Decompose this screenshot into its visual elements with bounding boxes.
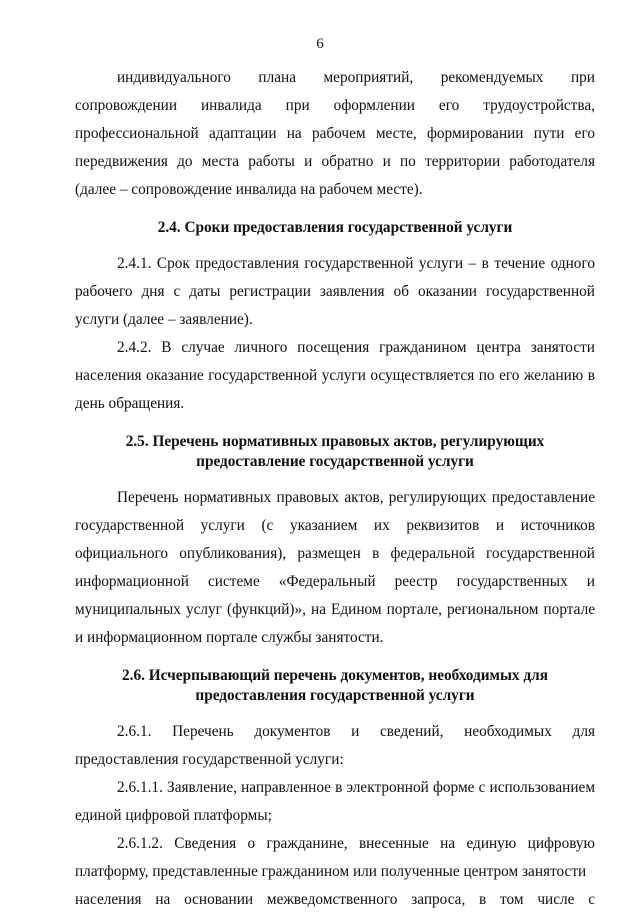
section-heading	[75, 432, 595, 472]
section-heading	[75, 666, 595, 706]
section-heading-line: 2.4. Сроки предоставления государственной услуги	[157, 219, 513, 236]
paragraph: 2.4.2. В случае личного посещения гражданином центра занятости населения оказание государственной услуги осуществляется по его желанию в день обращения.	[75, 339, 595, 412]
paragraph: 2.6.1. Перечень документов и сведений, необходимых для предоставления государственной услуги:	[75, 723, 595, 768]
paragraph: (далее – сопровождение инвалида на рабочем месте).	[75, 181, 423, 198]
paragraph: 2.6.1.2. Сведения о гражданине, внесенные на единую цифровую платформу, представленные гражданином или полученные центром занятости	[75, 835, 595, 880]
paragraph: профессиональной адаптации на рабочем месте, формировании пути его	[75, 125, 595, 142]
paragraph: индивидуального плана мероприятий, рекомендуемых при	[117, 69, 595, 86]
paragraph: 2.4.1. Срок предоставления государственной услуги – в течение одного рабочего дня с даты регистрации заявления об оказании государственной услуги (далее – заявление).	[75, 255, 595, 328]
section-heading-line: 2.6. Исчерпывающий перечень документов, необходимых для	[122, 667, 548, 684]
section-heading-line: предоставления государственной услуги	[195, 687, 475, 704]
paragraph: Перечень нормативных правовых актов, регулирующих предоставление государственной услуги (с указанием их реквизитов и источников официального опубликования), размещен в федеральной государственной информационной системе «Федеральный реестр государственных и муниципальных услуг (функций)», на Едином портале, региональном портале и информационном портале службы занятости.	[75, 489, 595, 646]
section-heading-line: 2.5. Перечень нормативных правовых актов, регулирующих	[125, 433, 545, 450]
paragraph: сопровождении инвалида при оформлении его трудоустройства,	[75, 97, 595, 114]
paragraph: населения на основании межведомственного запроса, в том числе с	[75, 891, 595, 908]
paragraph: 2.6.1.1. Заявление, направленное в электронной форме с использованием единой цифровой платформы;	[75, 779, 595, 824]
paragraph: передвижения до места работы и обратно и по территории работодателя	[75, 153, 595, 170]
page-number: 6	[316, 36, 324, 52]
section-heading-line: предоставление государственной услуги	[196, 453, 474, 470]
section-heading	[75, 218, 595, 238]
document-body	[75, 64, 595, 914]
